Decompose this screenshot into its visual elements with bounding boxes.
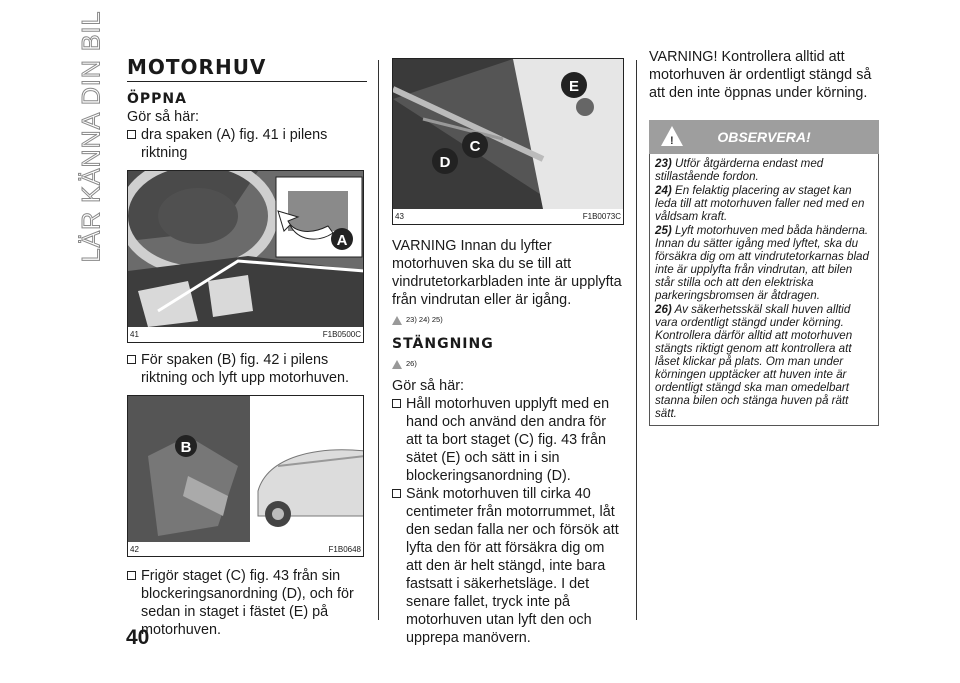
svg-text:D: D bbox=[439, 154, 451, 171]
list-item: Sänk motorhuven till cirka 40 centimeter från motorrummet, låt den sedan falla ner och försök att lyfta den för att försäkra dig om att den är helt stängd, inte bara fastsatt i säkerhetsläge. I det senare fallet, tryck inte på motorhuven utan lyft den och upprepa manövern. bbox=[392, 485, 624, 647]
list-item: Håll motorhuven upplyft med en hand och använd den andra för att ta bort staget (C) fig. 43 från sätet (E) och sätt in i sin blockeringsanordning (D). bbox=[392, 395, 624, 485]
checkbox-bullet-icon bbox=[392, 399, 401, 408]
side-title: LÄR KÄNNA DIN BIL bbox=[77, 10, 106, 262]
hood-release-illustration-icon bbox=[128, 396, 364, 542]
figure-41 bbox=[127, 170, 364, 343]
list-item: dra spaken (A) fig. 41 i pilens riktning bbox=[127, 126, 367, 162]
svg-text:B: B bbox=[180, 439, 192, 456]
column-2 bbox=[392, 58, 624, 647]
subheading-open: ÖPPNA bbox=[127, 91, 187, 107]
warning-text: VARNING! Kontrollera alltid att motorhuven är ordentligt stängd så att den inte öppnas under körning. bbox=[649, 49, 872, 101]
checkbox-bullet-icon bbox=[127, 355, 136, 364]
observe-notes bbox=[649, 154, 879, 426]
checkbox-bullet-icon bbox=[127, 130, 136, 139]
section-heading: MOTORHUV bbox=[127, 56, 367, 82]
checkbox-bullet-icon bbox=[127, 571, 136, 580]
column-3 bbox=[649, 48, 879, 426]
figure-caption: 43 F1B0073C bbox=[395, 212, 621, 221]
note-item: 24) En felaktig placering av staget kan leda till att motorhuven faller ned med en våldsam kraft. bbox=[655, 184, 865, 223]
observe-title: OBSERVERA! bbox=[717, 129, 811, 145]
figure-caption: 42 F1B0648 bbox=[130, 545, 361, 554]
svg-text:C: C bbox=[469, 138, 481, 155]
warning-triangle-icon bbox=[392, 316, 402, 325]
note-item: 23) Utför åtgärderna endast med stillastående fordon. bbox=[655, 157, 824, 183]
page-number: 40 bbox=[126, 626, 150, 649]
lever-illustration-icon bbox=[128, 171, 364, 327]
note-item: 26) Av säkerhetsskäl skall huven alltid vara ordentligt stängd under körning. Kontrollera därför alltid att motorhuven stängts riktigt genom att kontrollera att låset klickar på plats. Om man under körningen upptäcker att huven inte är ordentligt stängd ska man omedelbart stanna bilen och stänga huven på rätt sätt. bbox=[655, 303, 853, 420]
hood-prop-illustration-icon bbox=[393, 59, 624, 209]
svg-text:A: A bbox=[336, 232, 348, 249]
column-divider bbox=[636, 60, 637, 620]
figure-42 bbox=[127, 395, 364, 557]
list-item: För spaken (B) fig. 42 i pilens riktning och lyft upp motorhuven. bbox=[127, 351, 367, 387]
warning-text: VARNING Innan du lyfter motorhuven ska du se till att vindrutetorkarbladen inte är upplyfta från vindrutan eller är igång. bbox=[392, 238, 622, 308]
warning-triangle-icon bbox=[392, 360, 402, 369]
column-1 bbox=[127, 56, 367, 639]
subheading-close: STÄNGNING bbox=[392, 336, 494, 352]
list-item: Frigör staget (C) fig. 43 från sin blockeringsanordning (D), och för sedan in staget i fästet (E) på motorhuven. bbox=[127, 567, 367, 639]
note-references: 23) 24) 25) bbox=[392, 311, 624, 329]
observe-banner bbox=[649, 120, 879, 154]
note-item: 25) Lyft motorhuven med båda händerna. Innan du sätter igång med lyftet, ska du försäkra dig om att vindrutetorkarnas blad inte är upplyfta från vindrutan, att bilen står stilla och att den elektriska parkeringsbromsen är åtdragen. bbox=[655, 224, 869, 302]
figure-caption: 41 F1B0500C bbox=[130, 330, 361, 339]
checkbox-bullet-icon bbox=[392, 489, 401, 498]
intro-text: Gör så här: bbox=[392, 378, 464, 394]
intro-text: Gör så här: bbox=[127, 109, 199, 125]
note-references: 26) bbox=[392, 355, 624, 373]
svg-text:E: E bbox=[568, 78, 580, 95]
figure-43 bbox=[392, 58, 624, 225]
column-divider bbox=[378, 60, 379, 620]
